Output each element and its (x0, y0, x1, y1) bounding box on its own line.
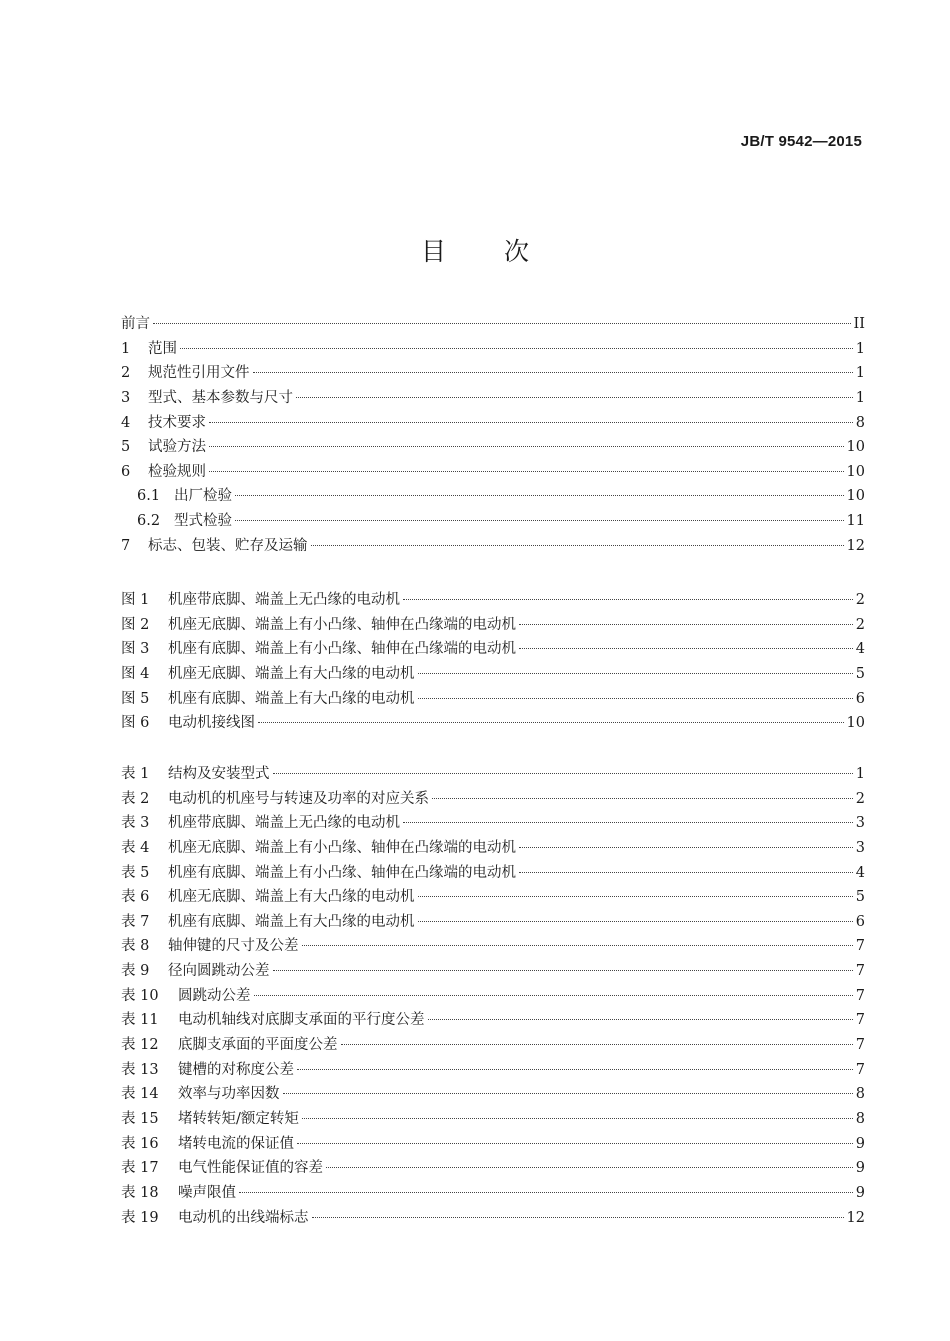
toc-contents-number: 6 (121, 463, 131, 480)
toc-table-entry[interactable] (121, 1206, 865, 1231)
toc-table-entry[interactable] (121, 1008, 865, 1033)
dot-leader (209, 446, 844, 447)
toc-contents-number: 6.2 (137, 513, 161, 530)
dot-leader (239, 1192, 853, 1193)
toc-contents-label: 试验方法 (148, 439, 206, 456)
dot-leader (283, 1093, 853, 1094)
toc-contents-entry[interactable] (121, 460, 865, 485)
toc-table-label: 机座无底脚、端盖上有大凸缘的电动机 (168, 889, 415, 906)
toc-table-entry[interactable] (121, 861, 865, 886)
toc-table-page-number: 2 (855, 790, 865, 807)
toc-table-page-number: 6 (855, 913, 865, 930)
toc-contents-label: 范围 (148, 340, 177, 357)
toc-table-label: 机座带底脚、端盖上无凸缘的电动机 (168, 815, 400, 832)
title-char-1: 目 (420, 237, 446, 266)
toc-contents-entry[interactable] (121, 361, 865, 386)
dot-leader (519, 847, 853, 848)
toc-table-label: 底脚支承面的平面度公差 (178, 1037, 338, 1054)
toc-figure-number: 图 5 (121, 690, 150, 707)
dot-leader (312, 1217, 844, 1218)
toc-table-number: 表 1 (121, 766, 150, 782)
toc-table-entry[interactable] (121, 934, 865, 959)
dot-leader (418, 673, 853, 674)
toc-contents-label: 技术要求 (148, 414, 206, 431)
toc-figure-number: 图 2 (121, 616, 150, 633)
toc-table-number: 表 4 (121, 839, 150, 856)
dot-leader (209, 471, 844, 472)
toc-contents-list (121, 312, 865, 558)
toc-table-label: 轴伸键的尺寸及公差 (168, 938, 299, 955)
toc-contents-page-number: 12 (846, 537, 865, 554)
toc-contents-label: 规范性引用文件 (148, 365, 250, 382)
toc-contents-page-number: 11 (846, 513, 865, 530)
toc-table-number: 表 15 (121, 1110, 159, 1127)
toc-table-label: 电动机轴线对底脚支承面的平行度公差 (178, 1012, 425, 1029)
toc-figure-entry[interactable] (121, 711, 865, 736)
toc-contents-page-number: II (853, 316, 865, 332)
toc-contents-number: 3 (121, 389, 131, 406)
toc-figure-page-number: 4 (855, 641, 865, 658)
page-title (0, 236, 950, 268)
toc-table-number: 表 11 (121, 1012, 159, 1029)
toc-table-entry[interactable] (121, 1033, 865, 1058)
toc-figure-number: 图 4 (121, 665, 150, 682)
toc-figure-label: 机座有底脚、端盖上有小凸缘、轴伸在凸缘端的电动机 (168, 641, 516, 658)
dot-leader (235, 520, 844, 521)
dot-leader (235, 495, 844, 496)
toc-contents-entry[interactable] (121, 509, 865, 534)
toc-figure-entry[interactable] (121, 662, 865, 687)
dot-leader (418, 896, 853, 897)
dot-leader (403, 599, 853, 600)
toc-table-page-number: 7 (855, 1037, 865, 1054)
toc-table-page-number: 12 (846, 1209, 865, 1226)
toc-table-page-number: 3 (855, 815, 865, 832)
toc-figure-entry[interactable] (121, 687, 865, 712)
toc-figure-entry[interactable] (121, 637, 865, 662)
toc-figure-label: 机座有底脚、端盖上有大凸缘的电动机 (168, 690, 415, 707)
title-char-2: 次 (504, 237, 530, 266)
toc-table-page-number: 7 (855, 987, 865, 1004)
toc-table-page-number: 9 (855, 1160, 865, 1177)
toc-table-entry[interactable] (121, 1082, 865, 1107)
toc-contents-entry[interactable] (121, 534, 865, 559)
toc-contents-number: 6.1 (137, 488, 161, 505)
toc-contents-entry[interactable] (121, 337, 865, 362)
toc-figure-label: 电动机接线图 (168, 715, 255, 732)
toc-contents-page-number: 1 (855, 340, 865, 357)
toc-figure-page-number: 2 (855, 616, 865, 633)
toc-table-entry[interactable] (121, 1107, 865, 1132)
toc-table-entry[interactable] (121, 1132, 865, 1157)
toc-contents-number: 7 (121, 537, 131, 554)
toc-figure-number: 图 1 (121, 592, 150, 608)
toc-table-entry[interactable] (121, 1058, 865, 1083)
toc-table-number: 表 10 (121, 987, 159, 1004)
toc-contents-page-number: 10 (846, 463, 865, 480)
toc-table-label: 电动机的机座号与转速及功率的对应关系 (168, 790, 429, 807)
dot-leader (180, 348, 853, 349)
toc-table-label: 电动机的出线端标志 (178, 1209, 309, 1226)
toc-table-number: 表 18 (121, 1184, 159, 1201)
toc-table-entry[interactable] (121, 787, 865, 812)
dot-leader (428, 1019, 853, 1020)
toc-table-label: 键槽的对称度公差 (178, 1061, 294, 1078)
toc-table-page-number: 5 (855, 889, 865, 906)
toc-contents-page-number: 10 (846, 439, 865, 456)
dot-leader (253, 372, 853, 373)
toc-table-number: 表 5 (121, 864, 150, 881)
toc-figure-entry[interactable] (121, 588, 865, 613)
toc-table-number: 表 7 (121, 913, 150, 930)
dot-leader (302, 945, 853, 946)
toc-contents-label: 检验规则 (148, 463, 206, 480)
dot-leader (302, 1118, 853, 1119)
dot-leader (153, 323, 851, 324)
toc-contents-label: 前言 (121, 316, 150, 332)
toc-table-page-number: 7 (855, 1012, 865, 1029)
dot-leader (311, 545, 844, 546)
toc-table-label: 结构及安装型式 (168, 766, 270, 782)
dot-leader (254, 995, 853, 996)
toc-table-number: 表 12 (121, 1037, 159, 1054)
toc-contents-label: 型式检验 (174, 513, 232, 530)
toc-table-entry[interactable] (121, 811, 865, 836)
dot-leader (273, 970, 853, 971)
dot-leader (418, 921, 853, 922)
toc-figure-label: 机座无底脚、端盖上有小凸缘、轴伸在凸缘端的电动机 (168, 616, 516, 633)
toc-table-entry[interactable] (121, 1156, 865, 1181)
dot-leader (297, 1143, 853, 1144)
toc-table-number: 表 3 (121, 815, 150, 832)
toc-table-page-number: 8 (855, 1086, 865, 1103)
dot-leader (519, 872, 853, 873)
toc-figure-entry[interactable] (121, 613, 865, 638)
toc-table-label: 机座有底脚、端盖上有小凸缘、轴伸在凸缘端的电动机 (168, 864, 516, 881)
toc-figure-page-number: 2 (855, 592, 865, 608)
toc-table-page-number: 7 (855, 938, 865, 955)
toc-table-entry[interactable] (121, 984, 865, 1009)
toc-table-label: 噪声限值 (178, 1184, 236, 1201)
toc-table-label: 圆跳动公差 (178, 987, 251, 1004)
toc-contents-number: 5 (121, 439, 131, 456)
dot-leader (432, 798, 853, 799)
toc-contents-entry[interactable] (121, 484, 865, 509)
toc-contents-number: 1 (121, 340, 131, 357)
toc-table-label: 机座有底脚、端盖上有大凸缘的电动机 (168, 913, 415, 930)
toc-table-number: 表 6 (121, 889, 150, 906)
toc-table-label: 电气性能保证值的容差 (178, 1160, 323, 1177)
toc-table-entry[interactable] (121, 836, 865, 861)
toc-table-page-number: 8 (855, 1110, 865, 1127)
dot-leader (403, 822, 853, 823)
toc-figure-page-number: 5 (855, 665, 865, 682)
toc-contents-number: 4 (121, 414, 131, 431)
toc-table-entry[interactable] (121, 959, 865, 984)
toc-table-entry[interactable] (121, 885, 865, 910)
toc-table-entry[interactable] (121, 762, 865, 787)
toc-table-page-number: 4 (855, 864, 865, 881)
toc-figure-page-number: 6 (855, 690, 865, 707)
toc-contents-label: 出厂检验 (174, 488, 232, 505)
toc-table-label: 效率与功率因数 (178, 1086, 280, 1103)
toc-table-page-number: 7 (855, 1061, 865, 1078)
toc-table-page-number: 7 (855, 963, 865, 980)
dot-leader (341, 1044, 853, 1045)
toc-contents-label: 标志、包装、贮存及运输 (148, 537, 308, 554)
toc-contents-entry[interactable] (121, 435, 865, 460)
toc-contents-number: 2 (121, 365, 131, 382)
toc-table-label: 堵转电流的保证值 (178, 1135, 294, 1152)
toc-table-page-number: 3 (855, 839, 865, 856)
toc-contents-entry[interactable] (121, 411, 865, 436)
toc-table-number: 表 16 (121, 1135, 159, 1152)
toc-table-number: 表 2 (121, 790, 150, 807)
toc-contents-label: 型式、基本参数与尺寸 (148, 389, 293, 406)
toc-table-number: 表 17 (121, 1160, 159, 1177)
toc-table-label: 堵转转矩/额定转矩 (178, 1110, 299, 1127)
toc-contents-page-number: 1 (855, 365, 865, 382)
dot-leader (297, 1069, 853, 1070)
toc-table-page-number: 9 (855, 1135, 865, 1152)
toc-contents-page-number: 1 (855, 389, 865, 406)
dot-leader (296, 397, 853, 398)
dot-leader (519, 648, 853, 649)
dot-leader (326, 1167, 853, 1168)
toc-table-number: 表 14 (121, 1086, 159, 1103)
toc-table-page-number: 1 (855, 766, 865, 782)
toc-figure-number: 图 6 (121, 715, 150, 732)
toc-table-number: 表 8 (121, 938, 150, 955)
toc-contents-page-number: 10 (846, 488, 865, 505)
toc-contents-entry[interactable] (121, 312, 865, 337)
toc-table-number: 表 9 (121, 963, 150, 980)
toc-table-label: 机座无底脚、端盖上有小凸缘、轴伸在凸缘端的电动机 (168, 839, 516, 856)
toc-figure-label: 机座无底脚、端盖上有大凸缘的电动机 (168, 665, 415, 682)
dot-leader (209, 422, 853, 423)
toc-table-entry[interactable] (121, 1181, 865, 1206)
toc-table-number: 表 13 (121, 1061, 159, 1078)
toc-table-page-number: 9 (855, 1184, 865, 1201)
dot-leader (418, 698, 853, 699)
toc-figure-number: 图 3 (121, 641, 150, 658)
toc-figure-page-number: 10 (846, 715, 865, 732)
standard-code: JB/T 9542—2015 (740, 133, 862, 150)
toc-contents-page-number: 8 (855, 414, 865, 431)
dot-leader (258, 722, 844, 723)
toc-figure-label: 机座带底脚、端盖上无凸缘的电动机 (168, 592, 400, 608)
toc-table-number: 表 19 (121, 1209, 159, 1226)
toc-contents-entry[interactable] (121, 386, 865, 411)
dot-leader (273, 773, 853, 774)
toc-figures-list (121, 588, 865, 736)
dot-leader (519, 624, 853, 625)
toc-tables-list (121, 762, 865, 1230)
toc-table-entry[interactable] (121, 910, 865, 935)
toc-table-label: 径向圆跳动公差 (168, 963, 270, 980)
